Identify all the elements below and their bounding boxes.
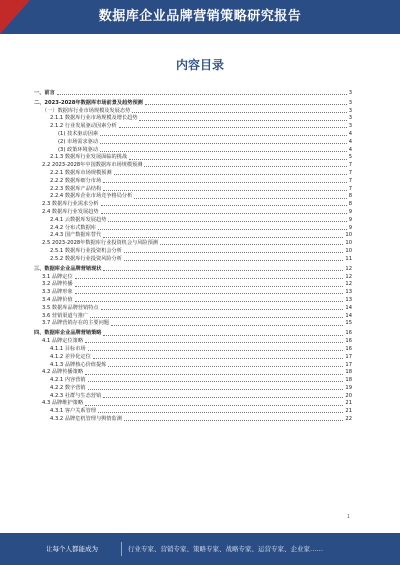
toc-entry-page: 4: [348, 146, 352, 153]
toc-entry-page: 19: [345, 384, 352, 391]
toc-entry-page: 9: [348, 208, 352, 215]
toc-entry-page: 15: [345, 320, 352, 327]
toc-entry-page: 4: [348, 138, 352, 145]
toc-leader-dots: [75, 301, 344, 302]
toc-entry[interactable]: [34, 168, 352, 176]
toc-entry[interactable]: [34, 344, 352, 352]
toc-entry[interactable]: [34, 399, 352, 407]
toc-entry-page: 9: [348, 216, 352, 223]
toc-entry-page: 7: [348, 185, 352, 192]
toc-entry-page: 13: [345, 296, 352, 303]
toc-entry-page: 8: [348, 193, 352, 200]
toc-entry-page: 5: [348, 154, 352, 161]
toc-entry-title: 3.3 品牌形象: [42, 289, 73, 296]
toc-entry[interactable]: [34, 86, 352, 96]
toc-leader-dots: [108, 366, 343, 367]
toc-entry-title: 2.5 2023-2028年数据库行业投资机会与风险预测: [42, 240, 158, 247]
report-title: 数据库企业品牌营销策略研究报告: [98, 9, 302, 24]
toc-leader-dots: [139, 120, 346, 121]
toc-leader-dots: [129, 159, 347, 160]
toc-entry[interactable]: [34, 145, 352, 153]
toc-entry-title: 3.1 品牌定位: [42, 273, 73, 280]
toc-entry-title: (2) 市场需求驱动: [58, 138, 99, 145]
toc-entry-title: 2.3 数据库行业需求分析: [42, 201, 99, 208]
toc-entry-page: 21: [345, 408, 352, 415]
toc-leader-dots: [145, 104, 347, 105]
toc-entry[interactable]: [34, 176, 352, 184]
toc-entry-page: 12: [345, 265, 352, 272]
toc-entry-page: 3: [348, 89, 352, 96]
toc-entry[interactable]: [34, 246, 352, 254]
toc-entry-page: 13: [345, 289, 352, 296]
toc-entry[interactable]: [34, 161, 352, 169]
toc-entry-page: 3: [348, 115, 352, 122]
toc-entry-page: 18: [345, 369, 352, 376]
toc-entry[interactable]: [34, 303, 352, 311]
toc-entry[interactable]: [34, 262, 352, 272]
toc-leader-dots: [101, 309, 344, 310]
footer-divider: [121, 542, 122, 556]
toc-entry[interactable]: [34, 223, 352, 231]
toc-leader-dots: [119, 127, 347, 128]
toc-leader-dots: [134, 198, 346, 199]
toc-entry-title: 4.1.1 目标市场: [50, 345, 86, 352]
table-of-contents: [34, 86, 352, 422]
toc-entry[interactable]: [34, 272, 352, 280]
toc-leader-dots: [124, 420, 343, 421]
toc-leader-dots: [103, 182, 347, 183]
toc-entry-title: 2.4.2 分布式数据库: [50, 224, 96, 231]
toc-leader-dots: [100, 135, 347, 136]
toc-leader-dots: [85, 405, 343, 406]
toc-entry[interactable]: [34, 311, 352, 319]
toc-entry[interactable]: [34, 327, 352, 337]
toc-leader-dots: [144, 166, 346, 167]
toc-entry-page: 18: [345, 377, 352, 384]
toc-entry-title: 2.2.2 数据库细分市场: [50, 177, 102, 184]
footer-slogan: 让每个人都能成为: [46, 545, 98, 553]
toc-entry-page: 14: [345, 304, 352, 311]
toc-leader-dots: [101, 213, 347, 214]
toc-entry-title: 2.1.3 数据库行业发展面临的挑战: [50, 154, 128, 161]
toc-heading: 内容目录: [175, 58, 224, 72]
toc-leader-dots: [90, 317, 343, 318]
toc-leader-dots: [75, 278, 344, 279]
toc-entry[interactable]: [34, 295, 352, 303]
toc-leader-dots: [85, 342, 343, 343]
toc-entry-page: 16: [345, 345, 352, 352]
toc-entry-title: 4.2.2 数字营销: [50, 384, 86, 391]
toc-entry-page: 12: [345, 273, 352, 280]
toc-entry-title: 4.3 品牌维护策略: [42, 400, 84, 407]
toc-entry-page: 4: [348, 130, 352, 137]
toc-leader-dots: [88, 381, 344, 382]
toc-entry-title: 2.4 数据库行业发展趋势: [42, 208, 99, 215]
toc-entry[interactable]: [34, 215, 352, 223]
toc-entry[interactable]: [34, 376, 352, 384]
toc-entry-title: 2.4.3 国产数据库替代: [50, 232, 102, 239]
toc-entry[interactable]: [34, 231, 352, 239]
toc-leader-dots: [85, 374, 343, 375]
toc-entry-title: 2.5.2 数据库行业投资风险分析: [50, 255, 122, 262]
toc-entry-title: 2.2.1 数据库市场规模预测: [50, 169, 112, 176]
toc-entry[interactable]: [34, 192, 352, 200]
toc-entry-page: 11: [345, 255, 352, 262]
toc-entry-title: 2.5.1 数据库行业投资机会分析: [50, 247, 122, 254]
toc-entry[interactable]: [34, 407, 352, 415]
toc-entry-page: 7: [348, 169, 352, 176]
toc-entry-title: 3.7 品牌营销存在的主要问题: [42, 320, 109, 327]
toc-entry[interactable]: [34, 96, 352, 106]
toc-entry[interactable]: [34, 184, 352, 192]
toc-entry-title: 4.1.2 差异化定位: [50, 353, 91, 360]
toc-entry-title: 3.4 品牌价值: [42, 296, 73, 303]
toc-entry-title: 一、前言: [34, 89, 55, 96]
toc-entry[interactable]: [34, 319, 352, 327]
toc-entry-page: 17: [345, 353, 352, 360]
toc-entry-page: 7: [348, 177, 352, 184]
toc-entry-title: 4.3.1 客户关系管理: [50, 408, 96, 415]
toc-leader-dots: [103, 397, 343, 398]
toc-entry-page: 21: [345, 400, 352, 407]
page-number: 1: [346, 514, 350, 520]
toc-entry[interactable]: [34, 153, 352, 161]
toc-leader-dots: [124, 252, 343, 253]
toc-leader-dots: [103, 190, 347, 191]
toc-entry-title: 2.2.3 数据库产品结构: [50, 185, 102, 192]
toc-entry[interactable]: [34, 129, 352, 137]
toc-leader-dots: [98, 412, 343, 413]
toc-entry[interactable]: [34, 391, 352, 399]
toc-leader-dots: [88, 350, 344, 351]
toc-entry-title: 4.2.3 社群与生态营销: [50, 392, 102, 399]
toc-entry[interactable]: [34, 337, 352, 345]
toc-entry-page: 10: [345, 240, 352, 247]
toc-leader-dots: [98, 229, 347, 230]
toc-entry[interactable]: [34, 106, 352, 114]
toc-leader-dots: [114, 174, 347, 175]
toc-entry-title: (1) 技术驱动因素: [58, 130, 99, 137]
toc-entry-page: 8: [348, 201, 352, 208]
toc-entry-title: (3) 政策环境驱动: [58, 146, 99, 153]
toc-entry-title: （一）数据库行业市场规模及发展态势: [42, 107, 131, 114]
toc-entry[interactable]: [34, 288, 352, 296]
toc-entry-title: 3.5 数据库品牌营销特点: [42, 304, 99, 311]
footer-bar: [0, 533, 400, 565]
toc-entry[interactable]: [34, 352, 352, 360]
toc-entry-page: 22: [345, 416, 352, 423]
toc-leader-dots: [57, 94, 347, 95]
toc-entry-page: 10: [345, 247, 352, 254]
toc-entry-title: 2.1.1 数据库行业市场规模及增长趋势: [50, 115, 138, 122]
toc-entry-title: 2.4.1 云数据库发展趋势: [50, 216, 107, 223]
toc-leader-dots: [160, 244, 343, 245]
toc-entry-title: 四、数据库企业品牌营销策略: [34, 330, 102, 337]
toc-entry-page: 20: [345, 392, 352, 399]
toc-entry-page: 9: [348, 224, 352, 231]
toc-entry-page: 10: [345, 232, 352, 239]
toc-leader-dots: [101, 205, 347, 206]
toc-entry-page: 17: [345, 361, 352, 368]
toc-entry-title: 4.2.1 内容营销: [50, 377, 86, 384]
toc-entry-title: 4.3.2 品牌危机管理与舆情监测: [50, 416, 122, 423]
toc-entry[interactable]: [34, 137, 352, 145]
toc-leader-dots: [103, 335, 343, 336]
toc-leader-dots: [88, 389, 344, 390]
toc-entry-page: 3: [348, 99, 352, 106]
toc-leader-dots: [103, 270, 343, 271]
toc-leader-dots: [93, 358, 344, 359]
toc-leader-dots: [124, 260, 343, 261]
toc-leader-dots: [103, 237, 343, 238]
toc-entry[interactable]: [34, 280, 352, 288]
toc-leader-dots: [75, 286, 344, 287]
footer-roles: 行业专家、营销专家、策略专家、战略专家、运营专家、企业家……: [128, 545, 323, 553]
toc-entry[interactable]: [34, 122, 352, 130]
toc-entry[interactable]: [34, 368, 352, 376]
toc-leader-dots: [100, 143, 347, 144]
toc-leader-dots: [111, 325, 343, 326]
toc-entry-page: 16: [345, 330, 352, 337]
toc-entry[interactable]: [34, 207, 352, 215]
toc-entry-title: 2.2 2023-2028年中国数据库市场规模预测: [42, 162, 143, 169]
toc-entry-title: 3.2 品牌传播: [42, 281, 73, 288]
toc-entry-title: 4.2 品牌传播策略: [42, 369, 84, 376]
toc-entry-title: 4.1.3 品牌核心价值提炼: [50, 361, 107, 368]
toc-entry-page: 3: [348, 123, 352, 130]
toc-entry[interactable]: [34, 383, 352, 391]
toc-entry-title: 4.1 品牌定位策略: [42, 338, 84, 345]
toc-entry[interactable]: [34, 254, 352, 262]
toc-entry-title: 三、数据库企业品牌营销现状: [34, 265, 102, 272]
toc-entry-page: 16: [345, 338, 352, 345]
toc-entry[interactable]: [34, 360, 352, 368]
toc-entry[interactable]: [34, 414, 352, 422]
toc-entry-page: 14: [345, 312, 352, 319]
toc-entry[interactable]: [34, 239, 352, 247]
toc-entry-title: 2.2.4 数据库企业市场竞争格局分析: [50, 193, 133, 200]
toc-entry-page: 7: [348, 162, 352, 169]
toc-leader-dots: [132, 112, 346, 113]
toc-entry[interactable]: [34, 200, 352, 208]
toc-entry-title: 3.6 营销渠道与推广: [42, 312, 89, 319]
toc-leader-dots: [108, 221, 346, 222]
toc-entry-page: 3: [348, 107, 352, 114]
toc-entry-page: 12: [345, 281, 352, 288]
toc-entry-title: 二、2023-2028年数据库市场前景及趋势预测: [34, 99, 143, 106]
toc-leader-dots: [100, 151, 347, 152]
toc-leader-dots: [75, 293, 344, 294]
toc-entry[interactable]: [34, 114, 352, 122]
toc-entry-title: 2.1.2 行业发展驱动因素分析: [50, 123, 117, 130]
